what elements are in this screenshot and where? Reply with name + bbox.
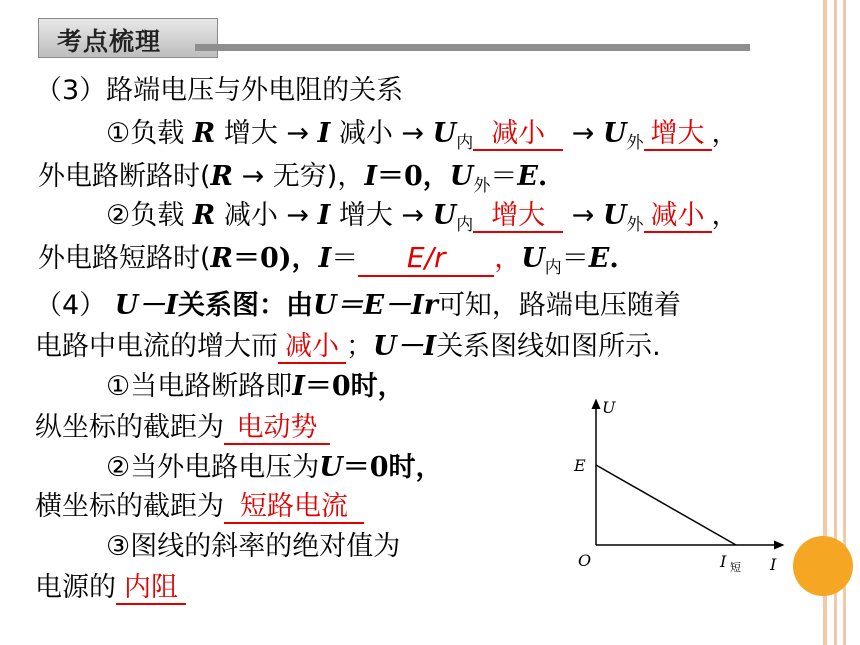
s3-line1: ①负载 R 增大 → I 减小 → $U_内$ 减小 → $U_外$ 增大 ， [106,118,739,153]
u-i-graph [560,395,800,580]
answer-blank: 短路电流 [224,492,364,524]
page-marker-circle [793,536,853,596]
answer-blank: 增大 [473,201,563,233]
section-header-tab [38,18,218,58]
s3-title: （3）路端电压与外电阻的关系 [35,75,404,106]
s3-line3: ②负载 R 减小 → I 增大 → $U_内$ 增大 → $U_外$ 减小 ， [106,200,739,235]
s4-line7: ③图线的斜率的绝对值为 [106,531,401,562]
section-header-title: 考点梳理 [57,27,162,56]
s4-line6: 横坐标的截距为 短路电流 [35,490,364,524]
answer-blank: 增大 [644,119,712,151]
y-axis-label: U [602,398,616,417]
s4-line1: （4） U－I关系图：由U＝E－Ir可知，路端电压随着 [35,290,681,321]
y-intercept-label: E [574,456,586,475]
s3-line4: 外电路短路时(R＝0)，I＝ E/r ，$U_内=E$. [38,241,619,278]
answer-blank: 减小 [473,119,563,151]
u-i-line [596,465,736,545]
x-intercept-label: I [720,552,727,571]
answer-blank: 减小 [278,332,346,364]
s4-line3: ①当电路断路即I＝0时， [106,371,405,402]
answer-blank: 内阻 [116,573,186,605]
x-axis-label: I [770,555,777,574]
answer-blank-handwritten: E/r [358,241,494,277]
s4-line4: 纵坐标的截距为 电动势 [35,411,330,445]
s4-line5: ②当外电路电压为U＝0时， [106,452,443,483]
origin-label: O [578,551,592,570]
answer-blank: 减小 [644,201,712,233]
s3-line2: 外电路断路时(R → 无穷)，I＝0，$U_外=E$. [38,161,548,196]
s4-line8: 电源的 内阻 [35,571,186,605]
s4-line2: 电路中电流的增大而 减小 ；U－I关系图线如图所示. [35,331,661,362]
answer-blank: 电动势 [224,413,330,445]
x-intercept-sub: 短 [730,561,741,574]
header-divider [195,44,750,51]
